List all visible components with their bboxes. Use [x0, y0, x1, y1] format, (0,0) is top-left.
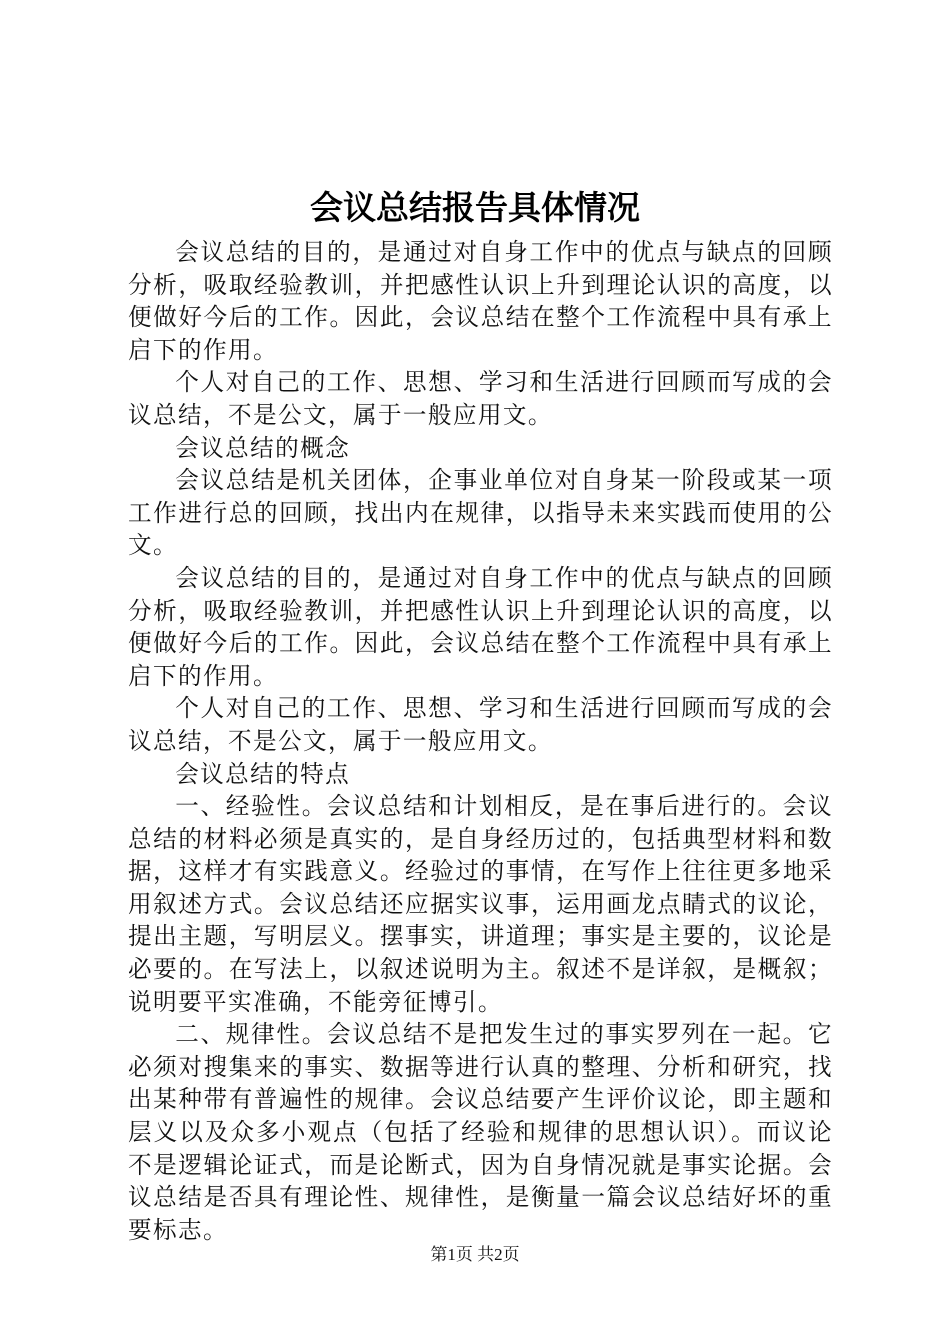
document-title: 会议总结报告具体情况 [310, 188, 640, 227]
paragraph-purpose-repeat: 会议总结的目的，是通过对自身工作中的优点与缺点的回顾分析，吸取经验教训，并把感性认识上升到理论认识的高度，以便做好今后的工作。因此，会议总结在整个工作流程中具有承上启下的作用。 [128, 563, 833, 690]
section-heading-features: 会议总结的特点 [175, 759, 351, 788]
section-heading-concept: 会议总结的概念 [175, 433, 351, 462]
document-body [128, 236, 833, 1246]
page-number-footer: 第1页 共2页 [430, 1245, 520, 1264]
paragraph-personal-summary: 个人对自己的工作、思想、学习和生活进行回顾而写成的会议总结，不是公文，属于一般应用文。 [128, 368, 833, 429]
paragraph-feature-regularity: 二、规律性。会议总结不是把发生过的事实罗列在一起。它必须对搜集来的事实、数据等进行认真的整理、分析和研究，找出某种带有普遍性的规律。会议总结要产生评价议论，即主题和层义以及众多小观点（包括了经验和规律的思想认识）。而议论不是逻辑论证式，而是论断式，因为自身情况就是事实论据。会议总结是否具有理论性、规律性，是衡量一篇会议总结好坏的重要标志。 [128, 1020, 833, 1244]
paragraph-concept: 会议总结是机关团体，企事业单位对自身某一阶段或某一项工作进行总的回顾，找出内在规律，以指导未来实践而使用的公文。 [128, 466, 833, 560]
paragraph-purpose: 会议总结的目的，是通过对自身工作中的优点与缺点的回顾分析，吸取经验教训，并把感性认识上升到理论认识的高度，以便做好今后的工作。因此，会议总结在整个工作流程中具有承上启下的作用。 [128, 238, 833, 364]
paragraph-personal-summary-repeat: 个人对自己的工作、思想、学习和生活进行回顾而写成的会议总结，不是公文，属于一般应用文。 [128, 694, 833, 755]
paragraph-feature-experience: 一、经验性。会议总结和计划相反，是在事后进行的。会议总结的材料必须是真实的，是自身经历过的，包括典型材料和数据，这样才有实践意义。经验过的事情，在写作上往往更多地采用叙述方式。会议总结还应据实议事，运用画龙点睛式的议论，提出主题，写明层义。摆事实，讲道理；事实是主要的，议论是必要的。在写法上，以叙述说明为主。叙述不是详叙，是概叙；说明要平实准确，不能旁征博引。 [128, 792, 833, 1016]
